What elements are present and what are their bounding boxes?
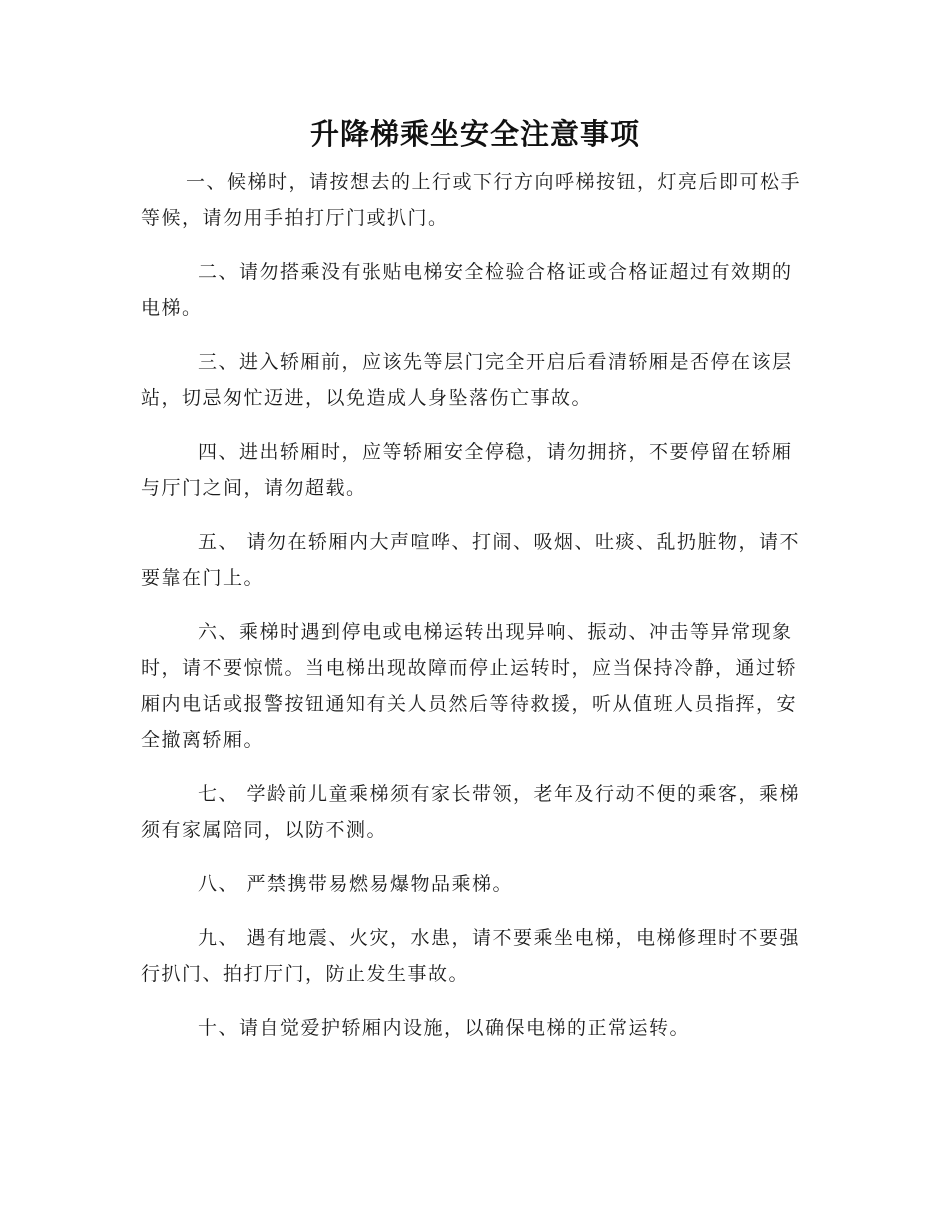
document-body: [141, 164, 809, 1064]
paragraph-4: 四、进出轿厢时，应等轿厢安全停稳，请勿拥挤，不要停留在轿厢与厅门之间，请勿超载。: [141, 441, 793, 499]
paragraph-9: 九、 遇有地震、火灾，水患，请不要乘坐电梯，电梯修理时不要强行扒门、拍打厅门，防止发生事故。: [141, 927, 801, 985]
paragraph-7: 七、 学龄前儿童乘梯须有家长带领，老年及行动不便的乘客，乘梯须有家属陪同，以防不测。: [141, 783, 801, 841]
paragraph-6: 六、乘梯时遇到停电或电梯运转出现异响、振动、冲击等异常现象时，请不要惊慌。当电梯出现故障而停止运转时，应当保持冷静，通过轿厢内电话或报警按钮通知有关人员然后等待救援，听从值班人员指挥，安全撤离轿厢。: [141, 621, 798, 751]
paragraph-1: 一、候梯时，请按想去的上行或下行方向呼梯按钮，灯亮后即可松手等候，请勿用手拍打厅门或扒门。: [141, 171, 802, 229]
paragraph-8: 八、 严禁携带易燃易爆物品乘梯。: [198, 873, 514, 895]
paragraph-2: 二、请勿搭乘没有张贴电梯安全检验合格证或合格证超过有效期的电梯。: [141, 261, 793, 319]
paragraph-5: 五、 请勿在轿厢内大声喧哗、打闹、吸烟、吐痰、乱扔脏物，请不要靠在门上。: [141, 531, 801, 589]
paragraph-10: 十、请自觉爱护轿厢内设施，以确保电梯的正常运转。: [198, 1017, 691, 1039]
paragraph-3: 三、进入轿厢前，应该先等层门完全开启后看清轿厢是否停在该层站，切忌匆忙迈进，以免造成人身坠落伤亡事故。: [141, 351, 793, 409]
document-title: 升降梯乘坐安全注意事项: [309, 117, 640, 151]
